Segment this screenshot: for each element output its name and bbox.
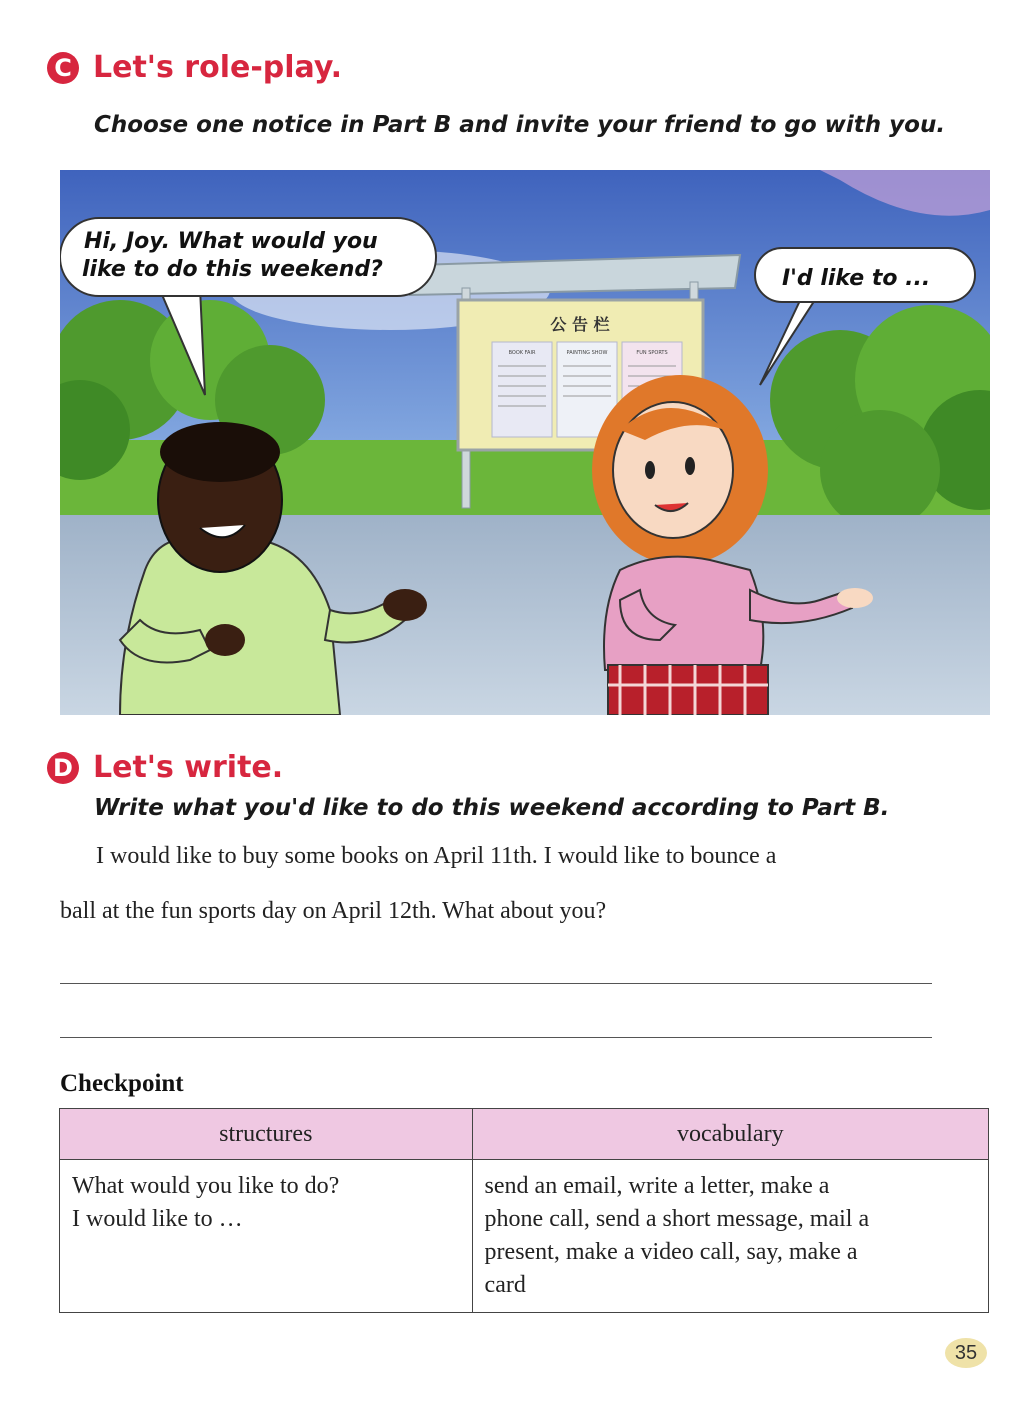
section-d-badge: D [47, 752, 79, 784]
notice-1-title: BOOK FAIR [508, 350, 536, 356]
header-structures: structures [60, 1109, 473, 1160]
section-c-heading [47, 50, 342, 85]
checkpoint-table [59, 1108, 989, 1313]
table-row [60, 1160, 989, 1313]
section-c-badge: C [47, 52, 79, 84]
board-title: 公 告 栏 [550, 315, 610, 334]
header-vocabulary: vocabulary [472, 1109, 988, 1160]
notice-2-title: PAINTING SHOW [566, 350, 608, 356]
example-paragraph-line-2: ball at the fun sports day on April 12th. What about you? [60, 898, 607, 924]
vocabulary-line: card [484, 1272, 526, 1298]
section-d-heading [47, 750, 283, 785]
section-d-title: Let's write. [93, 750, 284, 785]
example-paragraph-line-1: I would like to buy some books on April 11th. I would like to bounce a [96, 843, 777, 869]
boy-speech-line-2: like to do this weekend? [82, 257, 383, 282]
vocabulary-line: present, make a video call, say, make a [484, 1239, 858, 1265]
page-number: 35 [945, 1338, 987, 1368]
roleplay-illustration [60, 170, 990, 715]
structure-line: I would like to … [72, 1206, 243, 1232]
notice-3-title: FUN SPORTS [636, 350, 668, 356]
writing-line-1[interactable] [60, 983, 932, 984]
writing-line-2[interactable] [60, 1037, 932, 1038]
boy-speech-line-1: Hi, Joy. What would you [84, 229, 378, 254]
vocabulary-cell [472, 1160, 988, 1313]
structures-cell [60, 1160, 473, 1313]
notice-book-fair [492, 342, 552, 437]
section-c-instruction: Choose one notice in Part B and invite your friend to go with you. [94, 112, 946, 138]
vocabulary-line: send an email, write a letter, make a [484, 1173, 830, 1199]
vocabulary-line: phone call, send a short message, mail a [484, 1206, 870, 1232]
girl-speech-text: I'd like to ... [782, 266, 931, 291]
section-c-title: Let's role-play. [93, 50, 343, 85]
structure-line: What would you like to do? [72, 1173, 340, 1199]
section-d-instruction: Write what you'd like to do this weekend according to Part B. [94, 795, 890, 821]
checkpoint-title: Checkpoint [60, 1070, 184, 1097]
